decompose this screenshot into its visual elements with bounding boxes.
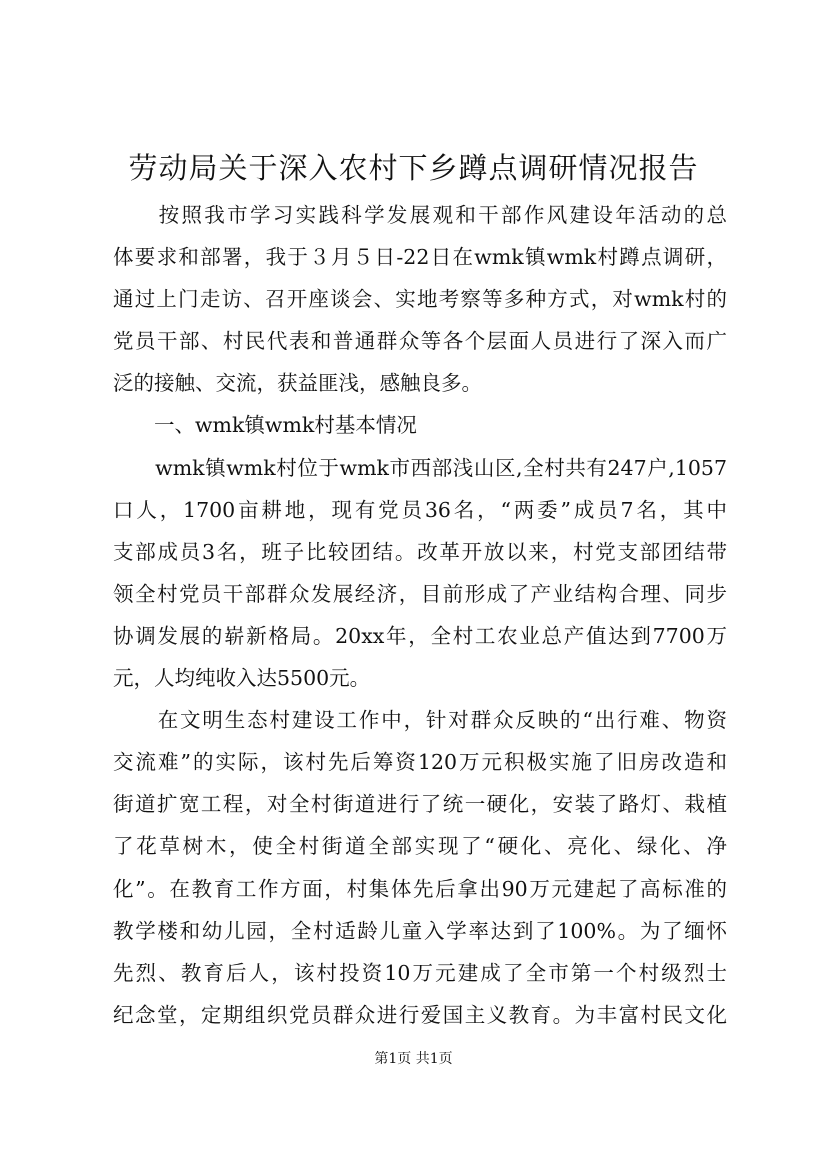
body-line: 党员干部、村民代表和普通群众等各个层面人员进行了深入而广 xyxy=(113,329,727,354)
page-footer: 第1页 共1页 xyxy=(374,1051,453,1067)
body-line: 体要求和部署，我于３月５日-22日在wmk镇wmk村蹲点调研， xyxy=(113,245,727,270)
body-line: 教学楼和幼儿园，全村适龄儿童入学率达到了100%。为了缅怀 xyxy=(113,918,727,943)
body-line: wmk镇wmk村位于wmk市西部浅山区,全村共有247户,1057 xyxy=(113,455,727,480)
body-line: 交流难”的实际，该村先后筹资120万元积极实施了旧房改造和 xyxy=(113,750,727,775)
body-line: 协调发展的崭新格局。20xx年，全村工农业总产值达到7700万 xyxy=(113,623,727,648)
body-line: 纪念堂，定期组织党员群众进行爱国主义教育。为丰富村民文化 xyxy=(113,1002,727,1027)
section-heading: 一、wmk镇wmk村基本情况 xyxy=(113,413,417,438)
body-line: 领全村党员干部群众发展经济，目前形成了产业结构合理、同步 xyxy=(113,581,727,606)
body-line: 按照我市学习实践科学发展观和干部作风建设年活动的总 xyxy=(113,203,727,227)
document-body xyxy=(113,194,727,1036)
body-line: 泛的接触、交流，获益匪浅，感触良多。 xyxy=(113,371,482,396)
body-line: 口人，1700亩耕地，现有党员36名，“两委”成员7名，其中 xyxy=(113,497,727,522)
body-line: 先烈、教育后人，该村投资10万元建成了全市第一个村级烈士 xyxy=(113,960,727,985)
body-line: 在文明生态村建设工作中，针对群众反映的“出行难、物资 xyxy=(113,708,727,733)
body-line: 化”。在教育工作方面，村集体先后拿出90万元建起了高标准的 xyxy=(113,876,727,901)
body-line: 支部成员3名，班子比较团结。改革开放以来，村党支部团结带 xyxy=(113,539,727,564)
body-line: 了花草树木，使全村街道全部实现了“硬化、亮化、绿化、净 xyxy=(113,834,727,859)
body-line: 通过上门走访、召开座谈会、实地考察等多种方式，对wmk村的 xyxy=(113,287,727,312)
body-line: 街道扩宽工程，对全村街道进行了统一硬化，安装了路灯、栽植 xyxy=(113,792,727,817)
body-line: 元，人均纯收入达5500元。 xyxy=(113,666,371,691)
document-title: 劳动局关于深入农村下乡蹲点调研情况报告 xyxy=(128,151,699,185)
